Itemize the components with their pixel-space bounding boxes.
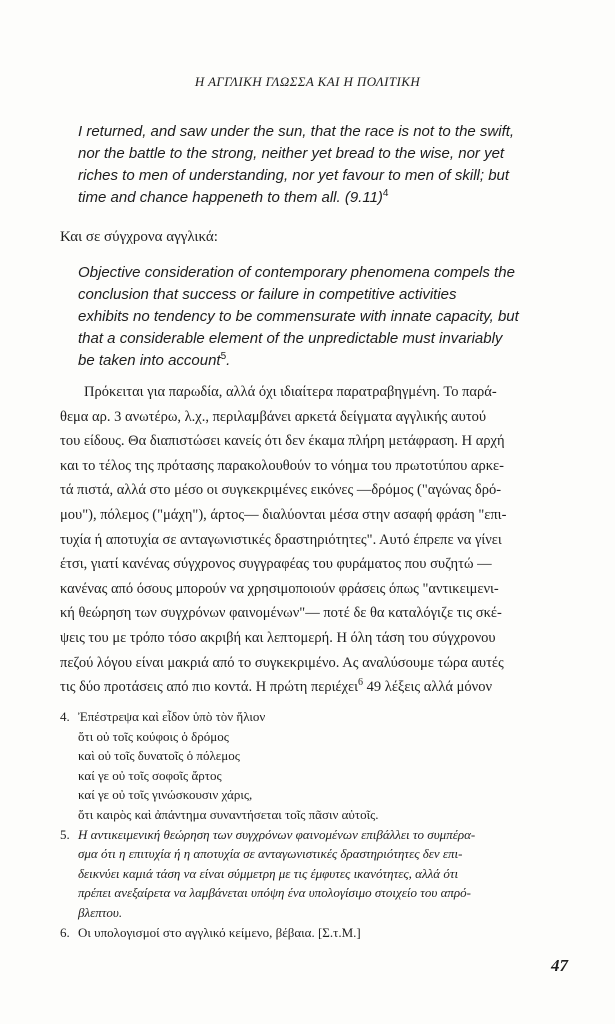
footnote-line: σμα ότι η επιτυχία ή η αποτυχία σε ανταγωνιστικές δραστηριότητες δεν επι- [78,846,463,862]
footnote-line: ὅτι οὐ τοῖς κούφοις ὁ δρόμος [78,728,229,744]
body-line: έτσι, γιατί κανένας σύγχρονος συγγραφέας του φυράματος που συζητώ — [60,556,492,573]
footnote-4 [60,707,580,825]
body-line: τά πιστά, αλλά στο μέσο οι συγκεκριμένες εικόνες —δρόμος ("αγώνας δρό- [60,482,502,499]
footnote-number: 5. [60,826,70,842]
quote-line: exhibits no tendency to be commensurate with innate capacity, but [78,308,519,325]
footnote-line: πρέπει ανεξαίρετα να λαμβάνεται υπόψη ένα υπολογίσιμο στοιχείο του απρό- [78,885,472,901]
footnote-line: καί γε οὐ τοῖς σοφοῖς ἄρτος [78,767,222,783]
footnote-line: δεικνύει καμιά τάση να είναι σύμμετρη με τις έμφυτες ικανότητες, αλλά ότι [78,865,459,881]
quote-line: that a considerable element of the unpredictable must invariably [78,330,503,347]
quote-line: I returned, and saw under the sun, that the race is not to the swift, [78,123,515,140]
body-line: πεζού λόγου είναι μακριά από το συγκεκριμένο. Ας αναλύσουμε τώρα αυτές [60,654,504,671]
body-line: τυχία ή αποτυχία σε ανταγωνιστικές δραστηριότητες". Αυτό έπρεπε να γίνει [60,531,502,548]
footnote-ref-5[interactable]: 5 [220,351,227,362]
body-paragraph [60,380,570,700]
body-line: του είδους. Θα διαπιστώσει κανείς ότι δεν έκαμα πλήρη μετάφραση. Η αρχή [60,433,505,450]
footnote-ref-4[interactable]: 4 [382,188,389,199]
body-line: ψεις του με τρόπο τόσο ακριβή και λεπτομερή. Η όλη τάση του σύγχρονου [60,629,496,646]
footnote-line: καί γε οὐ τοῖς γινώσκουσιν χάρις, [78,787,253,803]
footnote-line: βλεπτου. [78,904,123,920]
body-line: κανένας από όσους μπορούν να χρησιμοποιούν φράσεις όπως "αντικειμενι- [60,580,499,597]
quote-line: Objective consideration of contemporary phenomena compels the [78,264,515,281]
footnotes [60,707,580,942]
footnote-line: Ἐπέστρεψα καὶ εἶδον ὑπὸ τὸν ἥλιον [78,709,266,724]
footnote-line: Η αντικειμενική θεώρηση των συγχρόνων φαινομένων επιβάλλει το συμπέρα- [78,826,476,842]
quote-line: be taken into account$^5$. [78,351,231,369]
biblical-quote [78,121,548,209]
body-line: μου"), πόλεμος ("μάχη"), άρτος— διαλύονται μέσα στην ασαφή φράση "επι- [60,506,507,523]
footnote-6 [60,923,580,943]
footnote-number: 6. [60,924,70,940]
footnote-5 [60,825,580,923]
footnote-line: Οι υπολογισμοί στο αγγλικό κείμενο, βέβαια. [Σ.τ.Μ.] [78,924,361,940]
body-line: θεμα αρ. 3 ανωτέρω, λ.χ., περιλαμβάνει αρκετά δείγματα αγγλικής αυτού [60,408,487,425]
body-line: τις δύο προτάσεις από πιο κοντά. Η πρώτη περιέχει$^6$ 49 λέξεις αλλά μόνον [60,677,493,696]
page-number: 47 [551,956,568,975]
modern-english-quote [78,262,548,372]
quote-line: nor the battle to the strong, neither yet bread to the wise, nor yet [78,145,505,162]
quote-line: riches to men of understanding, nor yet favour to men of skill; but [78,167,510,184]
running-head: Η ΑΓΓΛΙΚΗ ΓΛΩΣΣΑ ΚΑΙ Η ΠΟΛΙΤΙΚΗ [194,74,421,89]
body-line: Πρόκειται για παρωδία, αλλά όχι ιδιαίτερα παρατραβηγμένη. Το παρά- [84,384,497,400]
quote-line: time and chance happeneth to them all. $(9.11)^4$ [78,188,389,206]
body-line: και το τέλος της πρότασης παρακολουθούν το νόημα του πρωτοτύπου αρκε- [60,457,504,474]
quote-line: conclusion that success or failure in competitive activities [78,286,457,303]
intro-text: Και σε σύγχρονα αγγλικά: [60,229,218,245]
footnote-number: 4. [60,709,70,724]
footnote-line: καὶ οὐ τοῖς δυνατοῖς ὁ πόλεμος [78,748,240,764]
body-line: κή θεώρηση των συγχρόνων φαινομένων"— ποτέ δε θα καταλόγιζε τις σκέ- [60,605,502,622]
footnote-line: ὅτι καιρὸς καὶ ἀπάντημα συναντήσεται τοῖς πᾶσιν αὐτοῖς. [78,806,379,822]
footnote-ref-6[interactable]: 6 [358,677,364,689]
